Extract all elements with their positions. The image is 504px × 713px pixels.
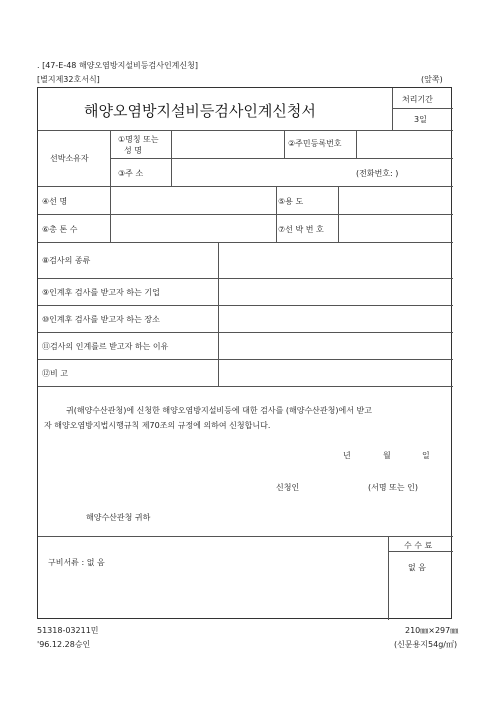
address-label: ③주 소 bbox=[118, 169, 144, 178]
footer-paper: (신문용지54g/㎡) bbox=[394, 640, 458, 649]
recipient: 해양수산관청 귀하 bbox=[86, 513, 151, 522]
applicant-label: 신청인 bbox=[276, 483, 300, 492]
processing-period-value: 3일 bbox=[414, 115, 427, 124]
owner-section-label: 선박소유자 bbox=[50, 154, 89, 163]
footer-code: 51318-03211민 bbox=[37, 626, 99, 635]
purpose-label: ⑤용 도 bbox=[278, 197, 304, 206]
footer-approval: '96.12.28승인 bbox=[37, 640, 91, 649]
footer-size: 210㎜×297㎜ bbox=[405, 626, 459, 635]
form-number: [별지제32호서식] bbox=[37, 75, 100, 84]
handover-org-label: ⑨인계후 검사를 받고자 하는 기업 bbox=[42, 288, 160, 297]
page-side: (앞쪽) bbox=[421, 75, 443, 84]
inspection-type-label: ⑧검사의 종류 bbox=[42, 256, 91, 265]
date-month: 월 bbox=[383, 451, 391, 460]
owner-name-label-2: 성 명 bbox=[124, 146, 142, 155]
ship-name-label: ④선 명 bbox=[42, 197, 68, 206]
remarks-label: ⑫비 고 bbox=[42, 369, 68, 378]
body-text-line-2: 자 해양오염방지법시행규칙 제70조의 규정에 의하여 신청합니다. bbox=[44, 421, 271, 430]
processing-period-label: 처리기간 bbox=[402, 95, 433, 104]
tonnage-label: ⑥총 톤 수 bbox=[42, 225, 78, 234]
handover-place-label: ⑩인계후 검사를 받고자 하는 장소 bbox=[42, 315, 160, 324]
resident-number-label: ②주민등록번호 bbox=[288, 139, 342, 148]
fee-value: 없 음 bbox=[408, 563, 426, 572]
application-form-frame bbox=[37, 87, 452, 619]
documents-label: 구비서류 : 없 음 bbox=[48, 558, 105, 567]
form-code: . [47-E-48 해양오염방지설비등검사인계신청] bbox=[37, 61, 198, 70]
owner-name-label-1: ①명칭 또는 bbox=[118, 135, 159, 144]
date-year: 년 bbox=[343, 451, 351, 460]
date-day: 일 bbox=[422, 451, 430, 460]
form-title: 해양오염방지설비등검사인계신청서 bbox=[84, 102, 316, 120]
ship-number-label: ⑦선 박 번 호 bbox=[278, 225, 324, 234]
handover-reason-label: ⑪검사의 인계를르 받고자 하는 이유 bbox=[42, 342, 169, 351]
fee-label: 수 수 료 bbox=[404, 541, 433, 550]
signature-label: (서명 또는 인) bbox=[368, 483, 418, 492]
body-text-line-1: 귀(해양수산관청)에 신청한 해양오염방지설비등에 대한 검사를 (해양수산관청)에서 받고 bbox=[66, 406, 372, 415]
phone-label: (전화번호: ) bbox=[356, 169, 399, 178]
